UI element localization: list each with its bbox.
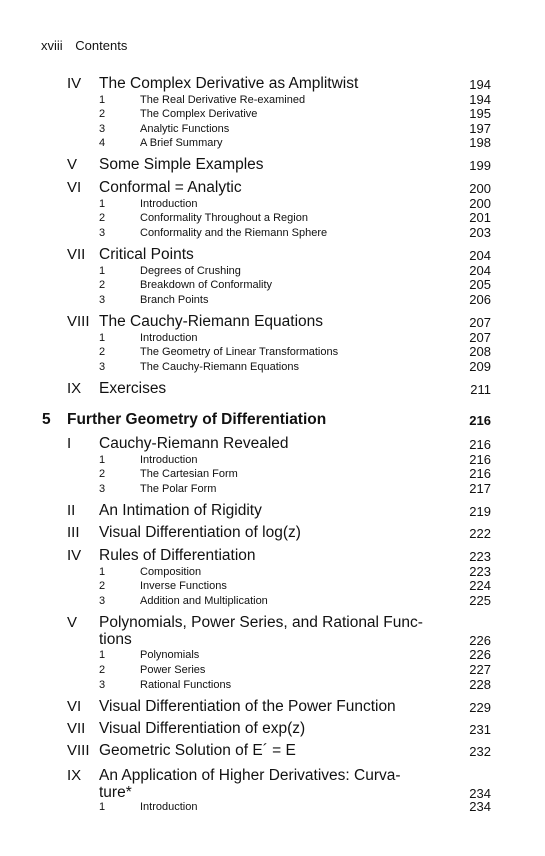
toc-entry-title: The Complex Derivative as Amplitwist — [99, 75, 359, 92]
toc-entry-page: 195 — [469, 106, 491, 121]
toc-entry-page: 225 — [469, 593, 491, 608]
toc-entry-number: 1 — [99, 198, 106, 210]
toc-entry-title: Introduction — [140, 332, 198, 344]
toc-entry-number: 3 — [99, 227, 106, 239]
toc-entry-title: Exercises — [99, 380, 167, 397]
toc-entry-number: IV — [67, 75, 82, 92]
toc-entry-page: 216 — [469, 437, 491, 452]
toc-entry-page: 219 — [469, 504, 491, 519]
toc-entry-number: 1 — [99, 265, 106, 277]
toc-entry-number: 1 — [99, 332, 106, 344]
toc-entry-title: The Cartesian Form — [140, 468, 238, 480]
toc-entry-number: 3 — [99, 679, 106, 691]
toc-entry-number: VIII — [67, 313, 90, 330]
toc-entry-number: 2 — [99, 580, 106, 592]
toc-entry-page: 216 — [469, 466, 491, 481]
toc-entry-page: 194 — [469, 77, 491, 92]
toc-entry-page: 234 — [469, 786, 491, 801]
toc-entry-title: Addition and Multiplication — [140, 595, 268, 607]
toc-entry-title: Degrees of Crushing — [140, 265, 241, 277]
toc-entry-number: V — [67, 156, 78, 173]
toc-entry-number: VIII — [67, 742, 90, 759]
toc-entry-title: Analytic Functions — [140, 123, 230, 135]
toc-entry-number: VI — [67, 179, 82, 196]
toc-entry-number: 1 — [99, 454, 106, 466]
toc-entry-title: Visual Differentiation of log(z) — [99, 524, 301, 541]
toc-entry-number: 3 — [99, 123, 106, 135]
toc-entry-number: 1 — [99, 801, 106, 813]
toc-entry-page: 200 — [469, 181, 491, 196]
toc-entry-number: VII — [67, 246, 86, 263]
toc-entry-number: IV — [67, 547, 82, 564]
toc-entry-page: 217 — [469, 481, 491, 496]
toc-entry-number: 2 — [99, 212, 106, 224]
toc-entry-title: tions — [99, 631, 132, 648]
toc-entry-title: Polynomials — [140, 649, 200, 661]
toc-entry-page: 222 — [469, 526, 491, 541]
toc-entry-number: 1 — [99, 566, 106, 578]
toc-entry-title: An Application of Higher Derivatives: Curva- — [99, 767, 401, 784]
toc-entry-number: 1 — [99, 649, 106, 661]
toc-entry-number: 2 — [99, 468, 106, 480]
toc-entry-page: 211 — [470, 382, 491, 397]
toc-entry-title: Branch Points — [140, 294, 209, 306]
toc-entry-title: The Geometry of Linear Transformations — [140, 346, 339, 358]
toc-entry-number: VII — [67, 720, 86, 737]
toc-entry-page: 204 — [469, 248, 491, 263]
toc-entry-number: 2 — [99, 346, 106, 358]
toc-entry-page: 228 — [469, 677, 491, 692]
toc-entry-title: Visual Differentiation of the Power Function — [99, 698, 396, 715]
toc-entry-title: Inverse Functions — [140, 580, 227, 592]
toc-entry-number: 3 — [99, 361, 106, 373]
toc-entry-number: 1 — [99, 94, 106, 106]
toc-entry-page: 226 — [469, 633, 491, 648]
toc-entry-title: Conformality Throughout a Region — [140, 212, 308, 224]
toc-entry-number: 5 — [42, 411, 51, 428]
toc-entry-page: 204 — [469, 263, 491, 278]
toc-entry-title: The Real Derivative Re-examined — [140, 94, 306, 106]
toc-entry-number: 2 — [99, 664, 106, 676]
toc-entry-page: 198 — [469, 135, 491, 150]
toc-entry-title: Geometric Solution of E´ = E — [99, 742, 296, 759]
toc-entry-number: VI — [67, 698, 82, 715]
toc-entry-page: 207 — [469, 315, 491, 330]
toc-entry-page: 206 — [469, 292, 491, 307]
toc-entry-number: I — [67, 435, 72, 452]
toc-entry-title: Some Simple Examples — [99, 156, 264, 173]
toc-entry-title: Breakdown of Conformality — [140, 279, 273, 291]
toc-entry-number: 2 — [99, 108, 106, 120]
running-title: Contents — [75, 38, 128, 53]
toc-entry-title: The Polar Form — [140, 483, 217, 495]
toc-entry-title: Composition — [140, 566, 202, 578]
toc-entry-number: IX — [67, 380, 82, 397]
toc-entry-number: III — [67, 524, 80, 541]
toc-entry-page: 203 — [469, 225, 491, 240]
toc-entry-page: 232 — [469, 744, 491, 759]
toc-entry-title: Critical Points — [99, 246, 194, 263]
toc-entry-title: Rules of Differentiation — [99, 547, 256, 564]
toc-entry-title: The Cauchy-Riemann Equations — [99, 313, 324, 330]
toc-entry-page: 223 — [469, 564, 491, 579]
toc-entry-page: 216 — [469, 413, 491, 428]
toc-entry-title: ture* — [99, 784, 132, 801]
toc-entry-page: 197 — [469, 121, 491, 136]
toc-entry-number: 2 — [99, 279, 106, 291]
toc-entry-title: Visual Differentiation of exp(z) — [99, 720, 306, 737]
toc-entry-title: Polynomials, Power Series, and Rational Func- — [99, 614, 423, 631]
toc-entry-title: Conformality and the Riemann Sphere — [140, 227, 328, 239]
toc-entry-title: An Intimation of Rigidity — [99, 502, 262, 519]
toc-entry-page: 201 — [469, 210, 491, 225]
toc-entry-page: 208 — [469, 344, 491, 359]
page-number-label: xviii — [41, 38, 63, 53]
toc-entry-page: 209 — [469, 359, 491, 374]
toc-entry-title: Introduction — [140, 454, 198, 466]
toc-entry-page: 229 — [469, 700, 491, 715]
toc-entry-number: V — [67, 614, 78, 631]
toc-entry-title: The Complex Derivative — [140, 108, 258, 120]
toc-entry-title: A Brief Summary — [140, 137, 223, 149]
toc-entry-title: Cauchy-Riemann Revealed — [99, 435, 289, 452]
toc-entry-page: 226 — [469, 647, 491, 662]
toc-entry-page: 223 — [469, 549, 491, 564]
toc-entry-page: 234 — [469, 799, 491, 814]
toc-entry-number: 3 — [99, 595, 106, 607]
toc-entry-title: Power Series — [140, 664, 206, 676]
toc-entry-page: 200 — [469, 196, 491, 211]
toc-entry-title: Introduction — [140, 198, 198, 210]
toc-entry-number: 3 — [99, 483, 106, 495]
toc-entry-page: 227 — [469, 662, 491, 677]
toc-entry-page: 224 — [469, 578, 491, 593]
toc-entry-page: 216 — [469, 452, 491, 467]
toc-entry-number: 3 — [99, 294, 106, 306]
toc-entry-title: The Cauchy-Riemann Equations — [140, 361, 299, 373]
toc-entry-page: 207 — [469, 330, 491, 345]
toc-entry-page: 194 — [469, 92, 491, 107]
toc-entry-title: Introduction — [140, 801, 198, 813]
toc-entry-page: 199 — [469, 158, 491, 173]
toc-entry-title: Conformal = Analytic — [99, 179, 242, 196]
toc-entry-page: 205 — [469, 277, 491, 292]
toc-entry-number: II — [67, 502, 76, 519]
toc-entry-page: 231 — [469, 722, 491, 737]
toc-entry-number: 4 — [99, 137, 106, 149]
toc-entry-number: IX — [67, 767, 82, 784]
toc-entry-title: Further Geometry of Differentiation — [67, 411, 327, 428]
toc-entry-title: Rational Functions — [140, 679, 232, 691]
